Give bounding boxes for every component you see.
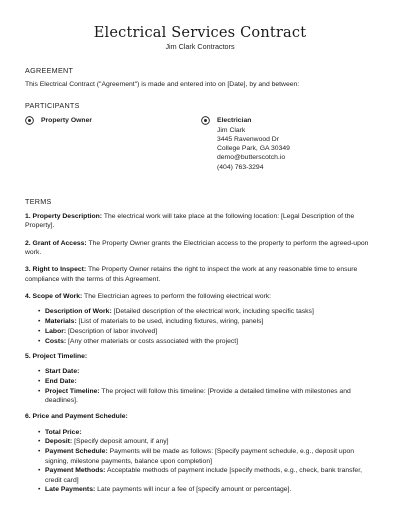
- term-heading: 5. Project Timeline:: [25, 352, 88, 360]
- payment-list: [25, 428, 375, 495]
- term-right-to-inspect: [25, 265, 375, 284]
- list-item: [45, 367, 375, 376]
- document-subtitle: Jim Clark Contractors: [165, 42, 235, 51]
- item-heading: Total Price:: [45, 428, 82, 436]
- item-text: The project will follow this timeline: [Provide a detailed timeline with milestones and deadlines].: [45, 387, 351, 405]
- term-heading: 1. Property Description:: [25, 213, 103, 221]
- list-item: [45, 466, 375, 485]
- item-heading: Description of Work:: [45, 308, 112, 316]
- electrician-party: [201, 116, 290, 172]
- item-text: Acceptable methods of payment include [specify methods, e.g., check, bank transfer, credit card]: [45, 467, 362, 484]
- term-property-description: [25, 212, 375, 231]
- item-text: [Any other materials or costs associated with the project]: [66, 337, 239, 345]
- electrician-phone: (404) 763-3294: [217, 163, 264, 171]
- electrician-street: 3445 Ravenwood Dr: [217, 135, 279, 143]
- list-item: [45, 307, 375, 316]
- term-project-timeline: [25, 352, 375, 361]
- agreement-label: AGREEMENT: [25, 66, 74, 75]
- term-heading: 4. Scope of Work:: [25, 292, 83, 300]
- term-text: The Property Owner retains the right to inspect the work at any reasonable time to ensure compliance with the terms of this Agreement.: [25, 266, 358, 283]
- electrician-name: Electrician: [217, 117, 252, 125]
- list-item: [45, 447, 375, 466]
- participants-label: PARTICIPANTS: [25, 101, 80, 111]
- map-pin-icon: [25, 116, 34, 125]
- list-item: [45, 428, 375, 437]
- item-heading: Costs:: [45, 337, 67, 345]
- term-grant-of-access: [25, 239, 375, 258]
- property-owner-party: [25, 116, 201, 172]
- term-heading: 6. Price and Payment Schedule:: [25, 413, 128, 421]
- item-heading: Start Date:: [45, 368, 80, 376]
- item-text: Late payments will incur a fee of [specify amount or percentage].: [95, 486, 292, 494]
- term-text: The electrical work will take place at the following location: [Legal Description of the Property].: [25, 213, 355, 230]
- item-text: [List of materials to be used, including fixtures, wiring, panels]: [76, 317, 264, 325]
- document-title: Electrical Services Contract: [93, 25, 307, 41]
- term-text: The Electrician agrees to perform the following electrical work:: [82, 292, 272, 300]
- list-item: [45, 327, 375, 336]
- property-owner-name: Property Owner: [41, 117, 92, 125]
- item-heading: Late Payments:: [45, 486, 96, 494]
- agreement-text: This Electrical Contract ("Agreement") is made and entered into on [Date], by and between:: [25, 81, 300, 88]
- project-timeline-list: [25, 367, 375, 405]
- electrician-contact-name: Jim Clark: [217, 126, 246, 134]
- list-item: [45, 377, 375, 386]
- term-price-and-payment: [25, 412, 375, 421]
- item-heading: Deposit:: [45, 438, 73, 446]
- electrician-city: College Park, GA 30349: [217, 145, 290, 153]
- item-heading: Materials:: [45, 317, 77, 325]
- item-heading: Payment Schedule:: [45, 448, 108, 456]
- electrician-email: demo@butterscotch.io: [217, 154, 286, 162]
- item-text: [Description of labor involved]: [66, 327, 158, 335]
- term-scope-of-work: [25, 292, 375, 301]
- participants-block: [25, 116, 375, 172]
- term-text: The Property Owner grants the Electrician access to the property to perform the agreed-upon work.: [25, 239, 369, 256]
- item-text: [Specify deposit amount, if any]: [72, 438, 169, 446]
- list-item: [45, 387, 375, 406]
- term-heading: 2. Grant of Access:: [25, 239, 87, 247]
- list-item: [45, 337, 375, 346]
- list-item: [45, 437, 375, 446]
- item-heading: Project Timeline:: [45, 387, 100, 395]
- item-heading: End Date:: [45, 377, 77, 385]
- list-item: [45, 485, 375, 494]
- item-heading: Labor:: [45, 327, 67, 335]
- scope-of-work-list: [25, 307, 375, 346]
- item-heading: Payment Methods:: [45, 467, 106, 475]
- item-text: Payments will be made as follows: [Specify payment schedule, e.g., deposit upon signing, milestone payments, balance upon completion]: [45, 448, 355, 465]
- list-item: [45, 317, 375, 326]
- item-text: [Detailed description of the electrical work, including specific tasks]: [111, 308, 314, 316]
- term-heading: 3. Right to Inspect:: [25, 266, 87, 274]
- terms-label: TERMS: [25, 197, 52, 207]
- map-pin-icon: [201, 116, 210, 125]
